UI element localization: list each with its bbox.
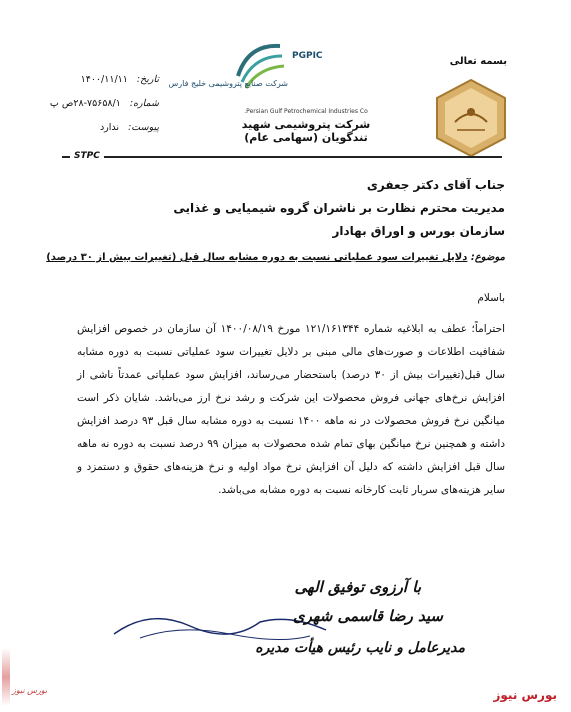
recipient-name: جناب آقای دکتر جعفری <box>366 178 505 192</box>
logo-company-name: شرکت صنایع پتروشیمی خلیج فارس <box>168 79 288 88</box>
logo-abbr: PGPIC <box>292 51 323 61</box>
number-value: ۷۵۶۵۸/۱-۲۸ص پ <box>49 98 121 109</box>
attachment-label: پیوست: <box>128 122 159 133</box>
company-logo-icon <box>168 36 358 100</box>
number-label: شماره: <box>129 98 159 109</box>
company-name-secondary: شرکت پتروشیمی شهید تندگویان (سهامی عام) <box>241 118 371 144</box>
side-logo: بورس نیوز <box>12 686 48 695</box>
greeting: باسلام <box>477 292 505 304</box>
signatory-name: سید رضا قاسمی شهری <box>292 607 443 625</box>
meta-date <box>49 74 159 85</box>
meta-number <box>49 98 159 109</box>
meta-attachment <box>49 122 159 133</box>
bismillah-heading: بسمه تعالی <box>449 56 507 67</box>
header-divider <box>62 156 502 158</box>
subject-line <box>45 252 505 263</box>
closing-wish: با آرزوی توفیق الهی <box>294 578 421 596</box>
recipient-department: مدیریت محترم نظارت بر ناشران گروه شیمیایی و غذایی <box>173 201 505 215</box>
date-label: تاریخ: <box>136 74 159 85</box>
recipient-organization: سازمان بورس و اوراق بهادار <box>332 224 505 238</box>
company-sub-english: Persian Gulf Petrochemical Industries Co. <box>244 108 368 115</box>
letter-body: احتراماً؛ عطف به ابلاغیه شماره ۱۲۱/۱۶۱۳۴۴ مورخ ۱۴۰۰/۰۸/۱۹ آن سازمان در خصوص افزایش شفافیت اطلاعات و صورت‌های مالی مبنی بر دلایل تغییرات سود عملیاتی نسبت به دوره مشابه سال قبل(تغییرات بیش از ۳۰ درصد) باستحضار می‌رساند، افزایش سود عملیاتی عمدتاً ناشی از افزایش نرخ‌های جهانی فروش محصولات این شرکت و رشد نرخ ارز می‌باشد. شایان ذکر است میانگین نرخ فروش محصولات در نه ماهه ۱۴۰۰ نسبت به دوره مشابه سال قبل ۹۳ درصد افزایش داشته و همچنین نرخ میانگین بهای تمام شده محصولات به میزان ۹۹ درصد نسبت به دوره نه ماهه سال قبل افزایش داشته که دلیل آن افزایش نرخ مواد اولیه و نرخ هزینه‌های حقوق و دستمزد و سایر هزینه‌های سربار ثابت کارخانه نسبت به دوره مشابه می‌باشد. <box>77 323 505 496</box>
side-stripe <box>2 648 10 706</box>
signatory-title: مدیرعامل و نایب رئیس هیأت مدیره <box>255 640 465 656</box>
divider-tag: STPC <box>70 151 104 161</box>
date-value: ۱۴۰۰/۱۱/۱۱ <box>80 74 128 85</box>
subject-text: دلایل تغییرات سود عملیاتی نسبت به دوره مشابه سال قبل (تغییرات بیش از ۳۰ درصد) <box>46 252 468 263</box>
company-seal-icon <box>435 78 507 158</box>
brand-watermark: بورس نیوز <box>493 688 557 702</box>
attachment-value: ندارد <box>99 122 120 133</box>
subject-label: موضوع: <box>470 252 505 263</box>
